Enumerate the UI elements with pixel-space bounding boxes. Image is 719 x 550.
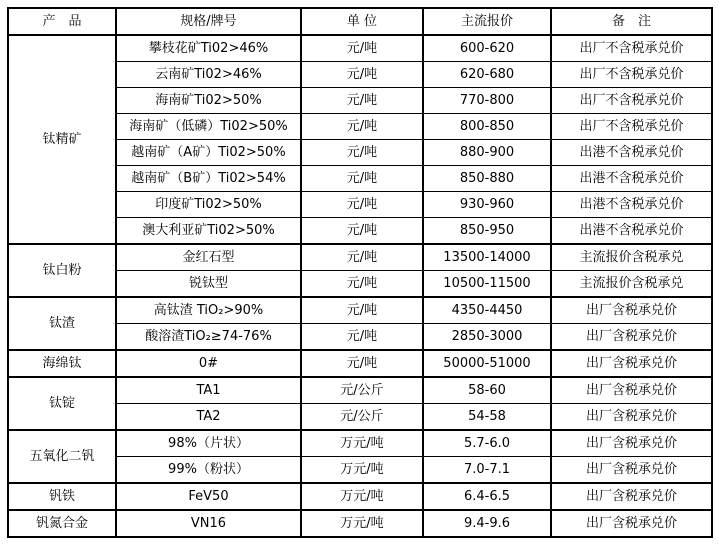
product-cell: 钒氮合金 [8, 510, 116, 537]
spec-cell: 海南矿（低磷）Ti02>50% [116, 114, 301, 140]
spec-cell: 酸溶渣TiO₂≥74-76% [116, 324, 301, 351]
note-cell: 出厂含税承兑价 [551, 483, 712, 510]
price-cell: 13500-14000 [423, 244, 551, 271]
unit-cell: 元/吨 [301, 140, 423, 166]
spec-cell: 越南矿（B矿）Ti02>54% [116, 166, 301, 192]
unit-cell: 万元/吨 [301, 510, 423, 537]
spec-cell: TA2 [116, 404, 301, 431]
unit-cell: 元/吨 [301, 324, 423, 351]
spec-cell: 0# [116, 350, 301, 377]
note-cell: 出厂含税承兑价 [551, 297, 712, 324]
product-cell: 钛渣 [8, 297, 116, 350]
price-cell: 6.4-6.5 [423, 483, 551, 510]
price-cell: 50000-51000 [423, 350, 551, 377]
spec-cell: 印度矿Ti02>50% [116, 192, 301, 218]
note-cell: 出厂含税承兑价 [551, 324, 712, 351]
header-spec: 规格/牌号 [116, 8, 301, 35]
price-cell: 9.4-9.6 [423, 510, 551, 537]
unit-cell: 元/吨 [301, 218, 423, 245]
unit-cell: 元/吨 [301, 88, 423, 114]
spec-cell: 海南矿Ti02>50% [116, 88, 301, 114]
price-cell: 800-850 [423, 114, 551, 140]
price-cell: 2850-3000 [423, 324, 551, 351]
unit-cell: 万元/吨 [301, 430, 423, 457]
note-cell: 出厂含税承兑价 [551, 404, 712, 431]
header-unit: 单 位 [301, 8, 423, 35]
header-price: 主流报价 [423, 8, 551, 35]
unit-cell: 元/公斤 [301, 377, 423, 404]
table-row [8, 377, 712, 404]
price-table [7, 7, 713, 538]
unit-cell: 元/吨 [301, 62, 423, 88]
price-cell: 58-60 [423, 377, 551, 404]
unit-cell: 元/吨 [301, 114, 423, 140]
spec-cell: 99%（粉状） [116, 457, 301, 484]
spec-cell: 98%（片状） [116, 430, 301, 457]
header-product: 产 品 [8, 8, 116, 35]
product-cell: 海绵钛 [8, 350, 116, 377]
note-cell: 出厂含税承兑价 [551, 510, 712, 537]
unit-cell: 元/吨 [301, 166, 423, 192]
spec-cell: 越南矿（A矿）Ti02>50% [116, 140, 301, 166]
unit-cell: 万元/吨 [301, 457, 423, 484]
table-row [8, 35, 712, 62]
price-cell: 10500-11500 [423, 271, 551, 298]
product-cell: 钛锭 [8, 377, 116, 430]
unit-cell: 元/吨 [301, 297, 423, 324]
price-cell: 850-880 [423, 166, 551, 192]
table-row [8, 510, 712, 537]
spec-cell: FeV50 [116, 483, 301, 510]
product-cell: 钒铁 [8, 483, 116, 510]
spec-cell: 高钛渣 TiO₂>90% [116, 297, 301, 324]
price-cell: 7.0-7.1 [423, 457, 551, 484]
header-row [8, 8, 712, 35]
note-cell: 出厂不含税承兑价 [551, 62, 712, 88]
price-cell: 620-680 [423, 62, 551, 88]
note-cell: 出厂含税承兑价 [551, 457, 712, 484]
spec-cell: VN16 [116, 510, 301, 537]
spec-cell: TA1 [116, 377, 301, 404]
table-header [8, 8, 712, 35]
price-cell: 600-620 [423, 35, 551, 62]
unit-cell: 元/吨 [301, 350, 423, 377]
note-cell: 出厂不含税承兑价 [551, 35, 712, 62]
price-cell: 54-58 [423, 404, 551, 431]
spec-cell: 攀枝花矿Ti02>46% [116, 35, 301, 62]
unit-cell: 元/吨 [301, 244, 423, 271]
note-cell: 出厂含税承兑价 [551, 350, 712, 377]
table-row [8, 430, 712, 457]
note-cell: 出港不含税承兑价 [551, 140, 712, 166]
note-cell: 出厂含税承兑价 [551, 430, 712, 457]
spec-cell: 云南矿Ti02>46% [116, 62, 301, 88]
note-cell: 出厂不含税承兑价 [551, 88, 712, 114]
note-cell: 出港不含税承兑价 [551, 166, 712, 192]
price-cell: 5.7-6.0 [423, 430, 551, 457]
price-cell: 770-800 [423, 88, 551, 114]
spec-cell: 澳大利亚矿Ti02>50% [116, 218, 301, 245]
table-row [8, 244, 712, 271]
table-row [8, 483, 712, 510]
note-cell: 主流报价含税承兑 [551, 244, 712, 271]
unit-cell: 万元/吨 [301, 483, 423, 510]
unit-cell: 元/吨 [301, 271, 423, 298]
unit-cell: 元/吨 [301, 35, 423, 62]
note-cell: 出港不含税承兑价 [551, 218, 712, 245]
product-cell: 钛白粉 [8, 244, 116, 297]
product-cell: 五氧化二钒 [8, 430, 116, 483]
spec-cell: 锐钛型 [116, 271, 301, 298]
unit-cell: 元/吨 [301, 192, 423, 218]
header-note: 备 注 [551, 8, 712, 35]
note-cell: 出厂不含税承兑价 [551, 114, 712, 140]
note-cell: 出厂含税承兑价 [551, 377, 712, 404]
price-cell: 880-900 [423, 140, 551, 166]
table-row [8, 350, 712, 377]
price-cell: 4350-4450 [423, 297, 551, 324]
price-cell: 930-960 [423, 192, 551, 218]
note-cell: 出港不含税承兑价 [551, 192, 712, 218]
product-cell: 钛精矿 [8, 35, 116, 244]
spec-cell: 金红石型 [116, 244, 301, 271]
note-cell: 主流报价含税承兑 [551, 271, 712, 298]
price-cell: 850-950 [423, 218, 551, 245]
price-table-body [8, 35, 712, 537]
table-row [8, 297, 712, 324]
unit-cell: 元/公斤 [301, 404, 423, 431]
